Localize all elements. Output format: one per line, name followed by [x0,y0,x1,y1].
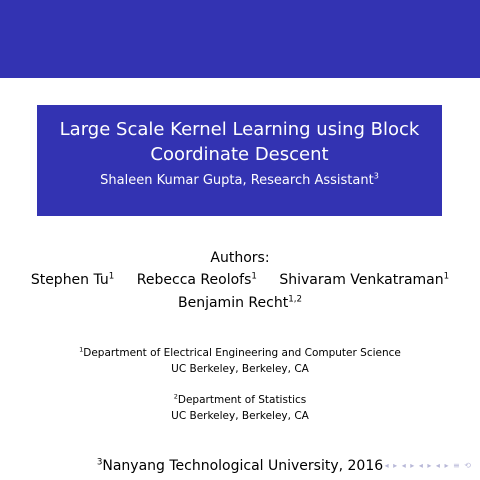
affiliation-dept: Department of Statistics [177,394,307,406]
affiliation-1 [0,345,480,377]
affiliation-sup: 1 [79,345,84,354]
author-stephen-tu [31,272,115,288]
affiliation-line1 [0,392,480,408]
title-box [37,105,442,216]
author-benjamin-recht [178,295,302,311]
author-sup: 1 [251,271,257,282]
slide-title-line2: Coordinate Descent [150,144,329,165]
author-sup: 1,2 [288,294,302,305]
author-sup: 1 [443,271,450,282]
author-name: Stephen Tu [30,272,109,288]
header-bar [0,0,480,78]
author-name: Rebecca Reolofs [136,272,252,288]
beamer-navigation-icons[interactable]: ◂ ▸ ◂ ▸ ◂ ▸ ◂ ▸ ≡ ⟲ [384,461,472,470]
authors-label: Authors: [210,250,270,266]
authors-row [0,270,480,290]
presenter-sup: 3 [373,171,379,181]
author-name: Shivaram Venkatraman [279,272,444,288]
affiliation-line1 [0,345,480,361]
presenter [37,170,442,192]
presenter-name: Shaleen Kumar Gupta, Research Assistant [100,173,374,188]
affiliation-2 [0,392,480,424]
author-sup: 1 [108,271,115,282]
footer-sup: 3 [96,457,103,468]
author-name: Benjamin Recht [178,295,289,311]
affiliation-sup: 2 [173,392,178,401]
affiliation-dept: Department of Electrical Engineering and Computer Science [83,347,401,359]
author-rebecca-reolofs [137,272,257,288]
slide-title-line1: Large Scale Kernel Learning using Block [59,119,420,140]
footer-text: Nanyang Technological University, 2016 [102,458,384,474]
affiliation-line2: UC Berkeley, Berkeley, CA [171,410,309,422]
author-shivaram-venkatraman [279,272,449,288]
authors-row-2 [0,293,480,313]
affiliation-line2: UC Berkeley, Berkeley, CA [171,363,309,375]
